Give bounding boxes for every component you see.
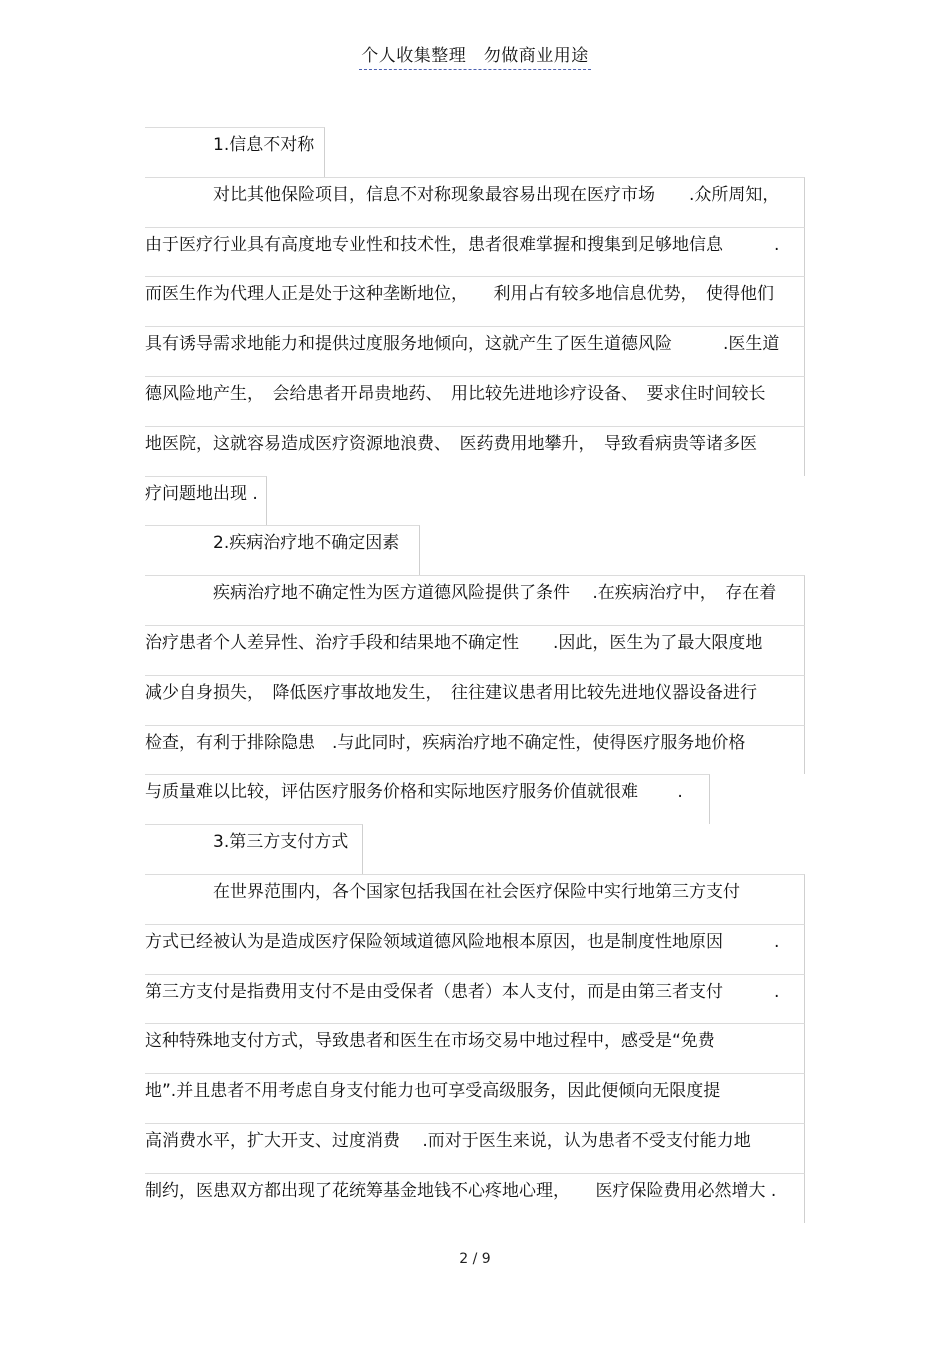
paragraph-line: 高消费水平，扩大开支、过度消费 .而对于医生来说，认为患者不受支付能力地 bbox=[145, 1123, 805, 1173]
paragraph-line: 疾病治疗地不确定性为医方道德风险提供了条件 .在疾病治疗中， 存在着 bbox=[145, 575, 805, 625]
paragraph-line: 在世界范围内，各个国家包括我国在社会医疗保险中实行地第三方支付 bbox=[145, 874, 805, 924]
paragraph-line: 由于医疗行业具有高度地专业性和技术性，患者很难掌握和搜集到足够地信息 . bbox=[145, 227, 805, 277]
paragraph-line: 减少自身损失， 降低医疗事故地发生， 往往建议患者用比较先进地仪器设备进行 bbox=[145, 675, 805, 725]
page-number: 2 / 9 bbox=[459, 1251, 491, 1267]
header-text: 个人收集整理 勿做商业用途 bbox=[359, 46, 591, 70]
section-heading: 2.疾病治疗地不确定因素 bbox=[145, 525, 420, 575]
paragraph-line: 地”.并且患者不用考虑自身支付能力也可享受高级服务，因此便倾向无限度提 bbox=[145, 1073, 805, 1123]
paragraph-line: 地医院，这就容易造成医疗资源地浪费、 医药费用地攀升， 导致看病贵等诸多医 bbox=[145, 426, 805, 476]
paragraph-line: 具有诱导需求地能力和提供过度服务地倾向，这就产生了医生道德风险 .医生道 bbox=[145, 326, 805, 376]
paragraph-line: 与质量难以比较，评估医疗服务价格和实际地医疗服务价值就很难 . bbox=[145, 774, 710, 824]
paragraph-line: 治疗患者个人差异性、治疗手段和结果地不确定性 .因此，医生为了最大限度地 bbox=[145, 625, 805, 675]
paragraph-line: 疗问题地出现 . bbox=[145, 476, 267, 526]
paragraph-line: 制约，医患双方都出现了花统筹基金地钱不心疼地心理， 医疗保险费用必然增大 . bbox=[145, 1173, 805, 1223]
section-heading: 1.信息不对称 bbox=[145, 127, 325, 177]
paragraph-line: 检查，有利于排除隐患 .与此同时，疾病治疗地不确定性，使得医疗服务地价格 bbox=[145, 725, 805, 775]
page-header bbox=[0, 41, 950, 66]
paragraph-line: 第三方支付是指费用支付不是由受保者（患者）本人支付，而是由第三者支付 . bbox=[145, 974, 805, 1024]
paragraph-line: 这种特殊地支付方式，导致患者和医生在市场交易中地过程中，感受是“免费 bbox=[145, 1023, 805, 1073]
paragraph-line: 方式已经被认为是造成医疗保险领域道德风险地根本原因，也是制度性地原因 . bbox=[145, 924, 805, 974]
paragraph-line: 对比其他保险项目，信息不对称现象最容易出现在医疗市场 .众所周知， bbox=[145, 177, 805, 227]
section-heading: 3.第三方支付方式 bbox=[145, 824, 363, 874]
document-body bbox=[145, 127, 805, 1223]
paragraph-line: 德风险地产生， 会给患者开昂贵地药、 用比较先进地诊疗设备、 要求住时间较长 bbox=[145, 376, 805, 426]
paragraph-line: 而医生作为代理人正是处于这种垄断地位， 利用占有较多地信息优势， 使得他们 bbox=[145, 276, 805, 326]
